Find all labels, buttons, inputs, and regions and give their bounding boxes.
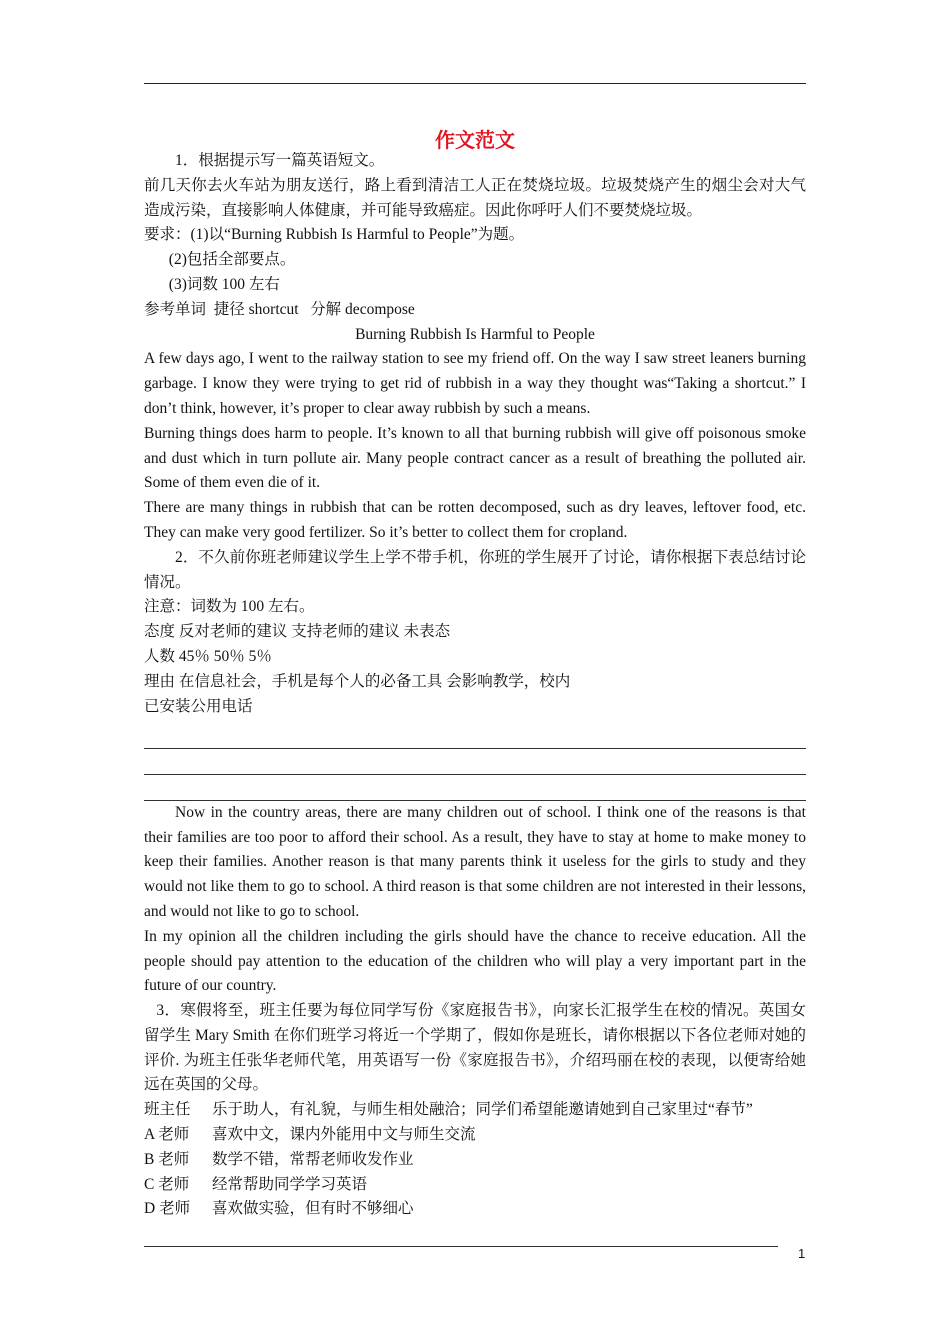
- q3-comment: 乐于助人，有礼貌，与师生相处融洽；同学们希望能邀请她到自己家里过“春节”: [212, 1101, 753, 1119]
- answer-line: [144, 749, 806, 775]
- q2-note: 注意：词数为 100 左右。: [144, 598, 315, 616]
- q1-requirement-3: (3)词数 100 左右: [168, 275, 280, 293]
- q3-comment: 经常帮助同学学习英语: [212, 1175, 368, 1193]
- answer-line: [144, 723, 806, 749]
- document-body: [144, 149, 806, 1222]
- q3-comment: 喜欢做实验，但有时不够细心: [212, 1200, 414, 1218]
- q3-evaluation-row: [144, 1173, 806, 1198]
- q2-table-row: 人数 45％ 50％ 5％: [144, 647, 272, 665]
- q1-requirement-2: (2)包括全部要点。: [168, 251, 296, 269]
- q1-prompt: 前几天你去火车站为朋友送行，路上看到清洁工人正在焚烧垃圾。垃圾焚烧产生的烟尘会对大气造成污染，直接影响人体健康，并可能导致癌症。因此你呼吁人们不要焚烧垃圾。: [144, 176, 806, 219]
- q3-evaluation-row: [144, 1123, 806, 1148]
- q3-teacher: C 老师: [144, 1175, 190, 1193]
- q3-evaluation-row: [144, 1098, 806, 1123]
- q1-essay-paragraph: Burning things does harm to people. It’s known to all that burning rubbish will give off poisonous smoke and dust which in turn pollute air. Many people contract cancer as a result of breathing the polluted air. Some of them even die of it.: [144, 424, 806, 492]
- q3-teacher: B 老师: [144, 1150, 190, 1168]
- q1-heading: 1．根据提示写一篇英语短文。: [175, 152, 385, 169]
- header-rule: [144, 83, 806, 84]
- q1-essay-paragraph: A few days ago, I went to the railway station to see my friend off. On the way I saw street leaners burning garbage. I know they were trying to get rid of rubbish in a way they thought was“Taking a shortcut.” I don’t think, however, it’s proper to clear away rubbish by such a means.: [144, 350, 806, 417]
- answer-lines: [144, 723, 806, 800]
- q1-reference-words: 参考单词 捷径 shortcut 分解 decompose: [144, 300, 415, 318]
- q1-essay-title: Burning Rubbish Is Harmful to People: [355, 325, 595, 343]
- page-number: 1: [798, 1246, 806, 1261]
- q1-essay-paragraph: There are many things in rubbish that can be rotten decomposed, such as dry leaves, leftover food, etc. They can make very good fertilizer. So it’s better to collect them for cropland.: [144, 499, 806, 541]
- q3-heading: 3．寒假将至，班主任要为每位同学写份《家庭报告书》，向家长汇报学生在校的情况。英国女留学生 Mary Smith 在你们班学习将近一个学期了，假如你是班长，请你根据以下各位老师对她的评价. 为班主任张华老师代笔，用英语写一份《家庭报告书》，介绍玛丽在校的表现，以便寄给她远在英国的父母。: [144, 1002, 806, 1094]
- q3-evaluation-row: [144, 1148, 806, 1173]
- q3-teacher: D 老师: [144, 1200, 191, 1218]
- q1-requirement-1: 要求：(1)以“Burning Rubbish Is Harmful to People”为题。: [144, 226, 525, 244]
- q3-teacher: A 老师: [144, 1126, 190, 1144]
- page-title: 作文范文: [435, 128, 515, 152]
- q2-table-row: 已安装公用电话: [144, 697, 253, 715]
- q3-teacher: 班主任: [144, 1101, 191, 1119]
- q2-heading: 2．不久前你班老师建议学生上学不带手机，你班的学生展开了讨论，请你根据下表总结讨论情况。: [144, 548, 806, 591]
- q3-comment: 喜欢中文，课内外能用中文与师生交流: [212, 1126, 476, 1144]
- q3-comment: 数学不错，常帮老师收发作业: [212, 1150, 414, 1168]
- answer-line: [144, 775, 806, 801]
- q3-evaluation-row: [144, 1197, 806, 1222]
- q2-table-row: 理由 在信息社会，手机是每个人的必备工具 会影响教学，校内: [144, 672, 571, 690]
- q2-essay-paragraph: In my opinion all the children including the girls should have the chance to receive education. All the people should pay attention to the education of the children who will play a very important part in the future of our country.: [144, 927, 806, 995]
- footer-rule: [144, 1246, 778, 1247]
- q2-table-row: 态度 反对老师的建议 支持老师的建议 未表态: [144, 623, 451, 641]
- q2-essay-paragraph: Now in the country areas, there are many children out of school. I think one of the reasons is that their families are too poor to afford their school. As a result, they have to stay at home to make money to keep their families. Another reason is that many parents think it useless for the girls to study and they would not like them to go to school. A third reason is that some children are not interested in their lessons, and would not like to go to school.: [144, 803, 806, 920]
